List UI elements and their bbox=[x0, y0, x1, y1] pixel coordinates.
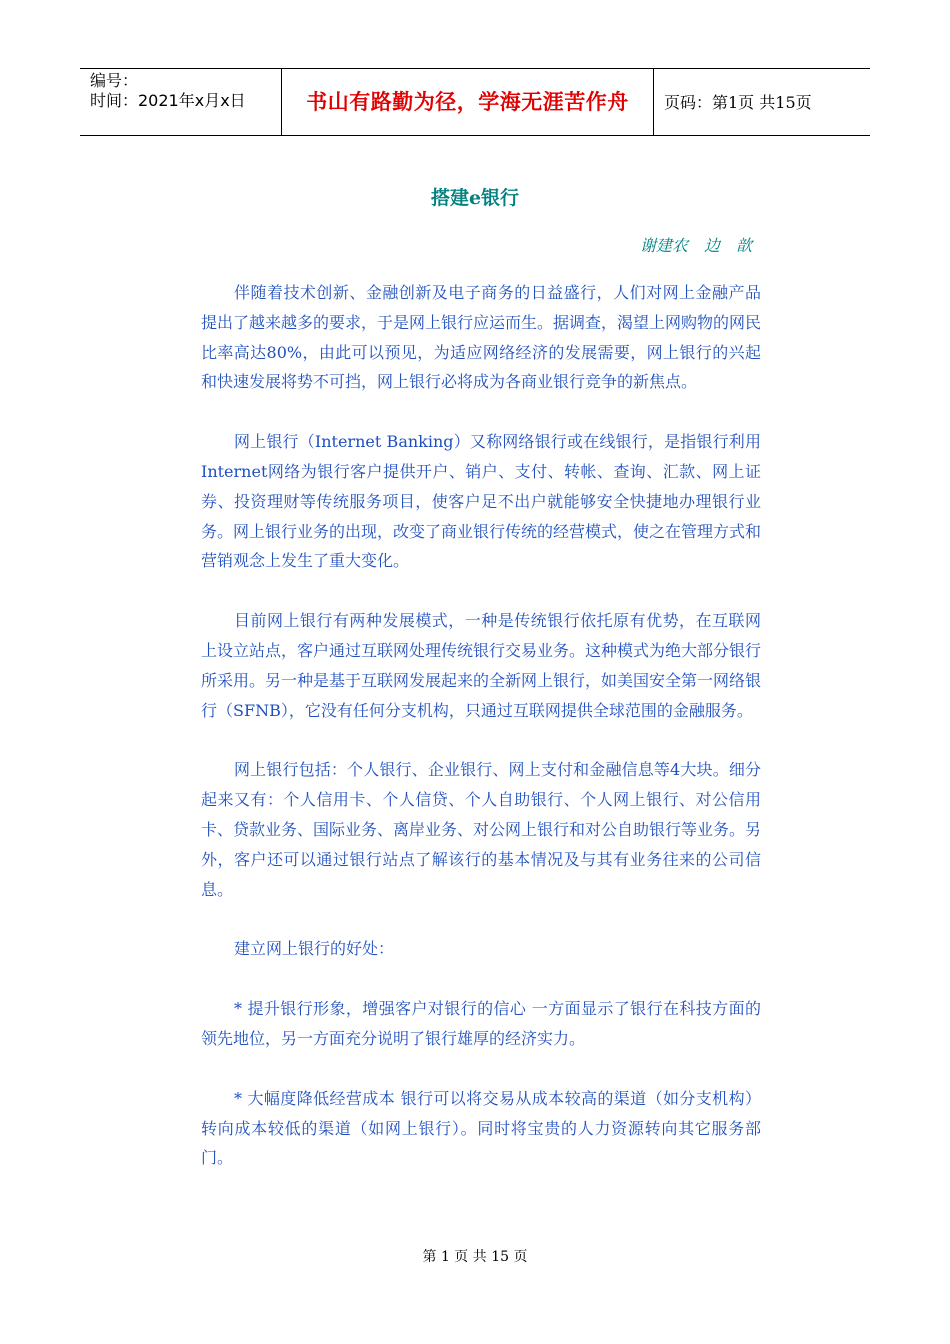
paragraph: 网上银行（Internet Banking）又称网络银行或在线银行，是指银行利用Internet网络为银行客户提供开户、销户、支付、转帐、查询、汇款、网上证券、投资理财等传统服务项目，使客户足不出户就能够安全快捷地办理银行业务。网上银行业务的出现，改变了商业银行传统的经营模式，使之在管理方式和营销观念上发生了重大变化。 bbox=[201, 432, 762, 571]
paragraph: * 大幅度降低经营成本 银行可以将交易从成本较高的渠道（如分支机构）转向成本较低的渠道（如网上银行）。同时将宝贵的人力资源转向其它服务部门。 bbox=[201, 1088, 761, 1168]
paragraph: 目前网上银行有两种发展模式，一种是传统银行依托原有优势，在互联网上设立站点，客户通过互联网处理传统银行交易业务。这种模式为绝大部分银行所采用。另一种是基于互联网发展起来的全新网上银行，如美国安全第一网络银行（SFNB），它没有任何分支机构，只通过互联网提供全球范围的金融服务。 bbox=[201, 611, 762, 720]
header-page-info: 页码：第1页 共15页 bbox=[664, 93, 812, 112]
number-label: 编号： bbox=[90, 71, 139, 90]
paragraph: 网上银行包括：个人银行、企业银行、网上支付和金融信息等4大块。细分起来又有：个人信用卡、个人信贷、个人自助银行、个人网上银行、对公信用卡、贷款业务、国际业务、离岸业务、对公网上银行和对公自助银行等业务。另外，客户还可以通过银行站点了解该行的基本情况及与其有业务往来的公司信息。 bbox=[201, 760, 762, 899]
header-table bbox=[80, 68, 870, 136]
header-motto: 书山有路勤为径，学海无涯苦作舟 bbox=[282, 69, 654, 135]
paragraph: 伴随着技术创新、金融创新及电子商务的日益盛行，人们对网上金融产品提出了越来越多的要求，于是网上银行应运而生。据调查，渴望上网购物的网民比率高达80%，由此可以预见，为适应网络经济的发展需要，网上银行的兴起和快速发展将势不可挡，网上银行必将成为各商业银行竞争的新焦点。 bbox=[201, 283, 762, 392]
header-meta-cell bbox=[80, 69, 282, 135]
paragraph: 建立网上银行的好处： bbox=[234, 939, 395, 959]
paragraph: * 提升银行形象，增强客户对银行的信心 一方面显示了银行在科技方面的领先地位，另一方面充分说明了银行雄厚的经济实力。 bbox=[201, 999, 761, 1048]
document-body bbox=[201, 278, 761, 1203]
page-footer: 第 1 页 共 15 页 bbox=[422, 1249, 528, 1265]
document-authors: 谢建农 边 歆 bbox=[639, 236, 752, 255]
document-title: 搭建e银行 bbox=[430, 187, 520, 209]
time-label: 时间：2021年x月x日 bbox=[90, 91, 246, 110]
